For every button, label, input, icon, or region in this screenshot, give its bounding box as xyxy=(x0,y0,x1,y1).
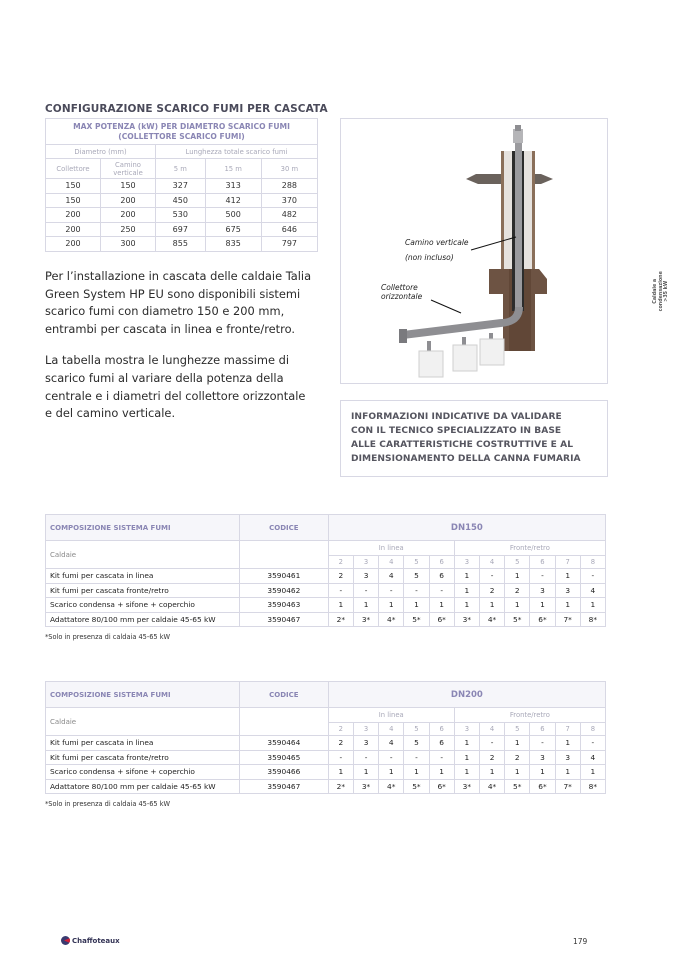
table-cell: 482 xyxy=(261,208,317,223)
table-cell: 450 xyxy=(156,193,206,208)
code-spacer xyxy=(239,541,328,569)
composition-header: COMPOSIZIONE SISTEMA FUMI xyxy=(46,515,240,541)
quantity-cell: 1 xyxy=(353,598,378,613)
quantity-cell: 1 xyxy=(505,765,530,780)
inline-group-header: In linea xyxy=(328,541,454,556)
quantity-cell: 1 xyxy=(454,598,479,613)
collettore-label-line2: orizzontale xyxy=(381,292,423,301)
quantity-cell: - xyxy=(530,569,555,584)
info-line: ALLE CARATTERISTICHE COSTRUTTIVE E AL xyxy=(351,440,574,450)
table-row xyxy=(46,583,606,598)
section-title: CONFIGURAZIONE SCARICO FUMI PER CASCATA xyxy=(45,103,328,115)
boiler-count-header: 3 xyxy=(454,723,479,736)
quantity-cell: 7* xyxy=(555,612,580,627)
max-power-table xyxy=(45,118,318,252)
quantity-cell: 3 xyxy=(530,583,555,598)
boiler-count-header: 5 xyxy=(404,723,429,736)
quantity-cell: - xyxy=(530,736,555,751)
product-code: 3590461 xyxy=(239,569,328,584)
quantity-cell: 4 xyxy=(580,583,605,598)
info-line: INFORMAZIONI INDICATIVE DA VALIDARE xyxy=(351,412,562,422)
quantity-cell: 1 xyxy=(454,736,479,751)
quantity-cell: 5 xyxy=(404,569,429,584)
quantity-cell: 3* xyxy=(454,779,479,794)
quantity-cell: - xyxy=(479,569,504,584)
collettore-label-line1: Collettore xyxy=(381,283,418,292)
product-code: 3590464 xyxy=(239,736,328,751)
table-row xyxy=(46,222,318,237)
quantity-cell: 1 xyxy=(404,598,429,613)
table-cell: 200 xyxy=(101,208,156,223)
boiler-count-header: 5 xyxy=(404,556,429,569)
quantity-cell: 6 xyxy=(429,569,454,584)
quantity-cell: 1 xyxy=(328,598,353,613)
collettore-orizzontale-label xyxy=(381,283,422,301)
quantity-cell: 3 xyxy=(353,569,378,584)
quantity-cell: 1 xyxy=(379,598,404,613)
boiler-count-header: 7 xyxy=(555,723,580,736)
front-back-group-header: Fronte/retro xyxy=(454,708,605,723)
quantity-cell: 2 xyxy=(479,583,504,598)
table-cell: 200 xyxy=(46,208,101,223)
quantity-cell: 2* xyxy=(328,612,353,627)
table-cell: 797 xyxy=(261,237,317,252)
table-cell: 412 xyxy=(205,193,261,208)
component-name: Kit fumi per cascata fronte/retro xyxy=(46,750,240,765)
quantity-cell: 5* xyxy=(505,612,530,627)
quantity-cell: 3 xyxy=(555,750,580,765)
table-cell: 327 xyxy=(156,179,206,194)
table-row xyxy=(46,598,606,613)
table-cell: 855 xyxy=(156,237,206,252)
table-cell: 370 xyxy=(261,193,317,208)
quantity-cell: 1 xyxy=(379,765,404,780)
composition-header: COMPOSIZIONE SISTEMA FUMI xyxy=(46,682,240,708)
camino-label-line1: Camino verticale xyxy=(405,238,469,247)
col-camino xyxy=(101,159,156,179)
quantity-cell: 6* xyxy=(530,779,555,794)
quantity-cell: 3* xyxy=(454,612,479,627)
quantity-cell: 1 xyxy=(505,736,530,751)
boiler-count-header: 8 xyxy=(580,556,605,569)
brand-name: Chaffoteaux xyxy=(72,936,120,945)
quantity-cell: 1 xyxy=(555,598,580,613)
quantity-cell: 4* xyxy=(379,612,404,627)
col-collettore: Collettore xyxy=(46,159,101,179)
quantity-cell: 5* xyxy=(404,612,429,627)
diameter-group-header: Diametro (mm) xyxy=(46,145,156,159)
table-row xyxy=(46,193,318,208)
chaffoteaux-logo-icon xyxy=(61,936,70,945)
component-name: Kit fumi per cascata fronte/retro xyxy=(46,583,240,598)
table-cell: 646 xyxy=(261,222,317,237)
table-cell: 150 xyxy=(46,193,101,208)
boiler-count-header: 6 xyxy=(530,723,555,736)
code-spacer xyxy=(239,708,328,736)
quantity-cell: 1 xyxy=(429,765,454,780)
boiler-count-header: 6 xyxy=(530,556,555,569)
side-tab-line: Caldaie a xyxy=(652,278,658,304)
table-row xyxy=(46,765,606,780)
quantity-cell: 1 xyxy=(454,569,479,584)
quantity-cell: 1 xyxy=(479,765,504,780)
paragraph-1: Per l’installazione in cascata delle caldaie Talia Green System HP EU sono disponibili sistemi scarico fumi con diametro 150 e 200 mm, entrambi per cascata in linea e fronte/retro. xyxy=(45,269,312,336)
table-cell: 530 xyxy=(156,208,206,223)
table-cell: 150 xyxy=(101,179,156,194)
paragraph-2: La tabella mostra le lunghezze massime di scarico fumi al variare della potenza della centrale e i diametri del collettore orizzontale e del camino verticale. xyxy=(45,353,306,421)
side-tab xyxy=(645,255,675,325)
quantity-cell: 8* xyxy=(580,612,605,627)
boiler-count-header: 3 xyxy=(454,556,479,569)
dn200-table xyxy=(45,681,606,794)
quantity-cell: - xyxy=(580,569,605,584)
col-camino-label: Camino verticale xyxy=(113,160,143,177)
component-name: Kit fumi per cascata in linea xyxy=(46,569,240,584)
dn150-footnote: *Solo in presenza di caldaia 45-65 kW xyxy=(45,633,171,641)
flue-system-illustration xyxy=(340,118,608,384)
quantity-cell: 2 xyxy=(479,750,504,765)
table-cell: 313 xyxy=(205,179,261,194)
boiler-count-header: 5 xyxy=(505,723,530,736)
quantity-cell: 1 xyxy=(328,765,353,780)
quantity-cell: - xyxy=(479,736,504,751)
side-tab-line: condensazione xyxy=(658,271,664,312)
table-row xyxy=(46,179,318,194)
boiler-count-header: 3 xyxy=(353,556,378,569)
quantity-cell: 1 xyxy=(454,765,479,780)
quantity-cell: - xyxy=(353,583,378,598)
dn-header: DN200 xyxy=(328,682,605,708)
quantity-cell: 1 xyxy=(505,569,530,584)
table-cell: 500 xyxy=(205,208,261,223)
table-cell: 835 xyxy=(205,237,261,252)
table-row xyxy=(46,736,606,751)
component-name: Adattatore 80/100 mm per caldaie 45-65 kW xyxy=(46,612,240,627)
info-line: CON IL TECNICO SPECIALIZZATO IN BASE xyxy=(351,426,562,436)
quantity-cell: - xyxy=(429,583,454,598)
brand-logo xyxy=(61,936,120,945)
boiler-count-header: 6 xyxy=(429,723,454,736)
table-row xyxy=(46,569,606,584)
quantity-cell: - xyxy=(580,736,605,751)
page-number: 179 xyxy=(573,937,588,946)
quantity-cell: 6 xyxy=(429,736,454,751)
boiler-count-header: 6 xyxy=(429,556,454,569)
product-code: 3590465 xyxy=(239,750,328,765)
quantity-cell: - xyxy=(328,583,353,598)
quantity-cell: 1 xyxy=(429,598,454,613)
quantity-cell: 2 xyxy=(505,750,530,765)
table-row xyxy=(46,779,606,794)
product-code: 3590462 xyxy=(239,583,328,598)
product-code: 3590463 xyxy=(239,598,328,613)
quantity-cell: 5* xyxy=(505,779,530,794)
quantity-cell: 1 xyxy=(454,750,479,765)
info-line: DIMENSIONAMENTO DELLA CANNA FUMARIA xyxy=(351,454,581,464)
quantity-cell: - xyxy=(353,750,378,765)
product-code: 3590467 xyxy=(239,612,328,627)
table-row xyxy=(46,237,318,252)
component-name: Kit fumi per cascata in linea xyxy=(46,736,240,751)
quantity-cell: 6* xyxy=(429,612,454,627)
table-row xyxy=(46,612,606,627)
front-back-group-header: Fronte/retro xyxy=(454,541,605,556)
length-group-header: Lunghezza totale scarico fumi xyxy=(156,145,318,159)
quantity-cell: 1 xyxy=(353,765,378,780)
quantity-cell: 4* xyxy=(479,779,504,794)
col-15m: 15 m xyxy=(205,159,261,179)
product-code: 3590466 xyxy=(239,765,328,780)
quantity-cell: 4 xyxy=(580,750,605,765)
quantity-cell: 4* xyxy=(479,612,504,627)
quantity-cell: - xyxy=(404,583,429,598)
dn200-footnote: *Solo in presenza di caldaia 45-65 kW xyxy=(45,800,171,808)
table-row xyxy=(46,750,606,765)
table-cell: 150 xyxy=(46,179,101,194)
code-header: CODICE xyxy=(239,515,328,541)
table-cell: 200 xyxy=(46,237,101,252)
quantity-cell: - xyxy=(429,750,454,765)
code-header: CODICE xyxy=(239,682,328,708)
quantity-cell: 4* xyxy=(379,779,404,794)
boiler-count-header: 4 xyxy=(479,723,504,736)
body-text xyxy=(45,268,315,437)
table-cell: 200 xyxy=(101,193,156,208)
quantity-cell: 2 xyxy=(328,736,353,751)
quantity-cell: 1 xyxy=(555,765,580,780)
boiler-count-header: 3 xyxy=(353,723,378,736)
quantity-cell: 3 xyxy=(555,583,580,598)
boiler-count-header: 4 xyxy=(379,723,404,736)
dn-header: DN150 xyxy=(328,515,605,541)
quantity-cell: 1 xyxy=(530,765,555,780)
quantity-cell: 2 xyxy=(505,583,530,598)
component-name: Adattatore 80/100 mm per caldaie 45-65 kW xyxy=(46,779,240,794)
chimney-cascade-diagram-icon xyxy=(341,119,607,383)
info-box xyxy=(340,400,608,477)
quantity-cell: 3 xyxy=(530,750,555,765)
product-code: 3590467 xyxy=(239,779,328,794)
quantity-cell: 5 xyxy=(404,736,429,751)
quantity-cell: 2* xyxy=(328,779,353,794)
quantity-cell: 1 xyxy=(404,765,429,780)
table-cell: 697 xyxy=(156,222,206,237)
quantity-cell: 2 xyxy=(328,569,353,584)
quantity-cell: - xyxy=(379,750,404,765)
quantity-cell: 3* xyxy=(353,612,378,627)
side-tab-label xyxy=(653,261,670,321)
info-text xyxy=(351,410,581,466)
table-row xyxy=(46,208,318,223)
quantity-cell: 4 xyxy=(379,569,404,584)
quantity-cell: - xyxy=(328,750,353,765)
boiler-count-header: 2 xyxy=(328,556,353,569)
dn150-table xyxy=(45,514,606,627)
camino-label-line2: (non incluso) xyxy=(405,253,454,262)
quantity-cell: 7* xyxy=(555,779,580,794)
side-tab-line: >35 kW xyxy=(663,280,669,302)
quantity-cell: 1 xyxy=(479,598,504,613)
col-30m: 30 m xyxy=(261,159,317,179)
quantity-cell: - xyxy=(404,750,429,765)
table-cell: 300 xyxy=(101,237,156,252)
col-5m: 5 m xyxy=(156,159,206,179)
inline-group-header: In linea xyxy=(328,708,454,723)
table-cell: 675 xyxy=(205,222,261,237)
quantity-cell: 4 xyxy=(379,736,404,751)
boiler-count-header: 4 xyxy=(379,556,404,569)
quantity-cell: 1 xyxy=(555,736,580,751)
caldaie-label: Caldaie xyxy=(46,708,240,736)
power-table-title-line2: (COLLETTORE SCARICO FUMI) xyxy=(118,131,245,141)
table-cell: 200 xyxy=(46,222,101,237)
boiler-count-header: 8 xyxy=(580,723,605,736)
quantity-cell: 6* xyxy=(530,612,555,627)
power-table-title xyxy=(46,119,318,145)
quantity-cell: 1 xyxy=(555,569,580,584)
component-name: Scarico condensa + sifone + coperchio xyxy=(46,598,240,613)
quantity-cell: 6* xyxy=(429,779,454,794)
quantity-cell: - xyxy=(379,583,404,598)
boiler-count-header: 5 xyxy=(505,556,530,569)
camino-verticale-label xyxy=(405,237,469,263)
quantity-cell: 5* xyxy=(404,779,429,794)
boiler-count-header: 2 xyxy=(328,723,353,736)
quantity-cell: 1 xyxy=(530,598,555,613)
table-cell: 250 xyxy=(101,222,156,237)
quantity-cell: 8* xyxy=(580,779,605,794)
quantity-cell: 1 xyxy=(454,583,479,598)
quantity-cell: 1 xyxy=(580,598,605,613)
quantity-cell: 3 xyxy=(353,736,378,751)
component-name: Scarico condensa + sifone + coperchio xyxy=(46,765,240,780)
table-cell: 288 xyxy=(261,179,317,194)
boiler-count-header: 4 xyxy=(479,556,504,569)
quantity-cell: 3* xyxy=(353,779,378,794)
quantity-cell: 1 xyxy=(580,765,605,780)
quantity-cell: 1 xyxy=(505,598,530,613)
power-table-title-line1: MAX POTENZA (kW) PER DIAMETRO SCARICO FUMI xyxy=(73,121,290,131)
caldaie-label: Caldaie xyxy=(46,541,240,569)
boiler-count-header: 7 xyxy=(555,556,580,569)
